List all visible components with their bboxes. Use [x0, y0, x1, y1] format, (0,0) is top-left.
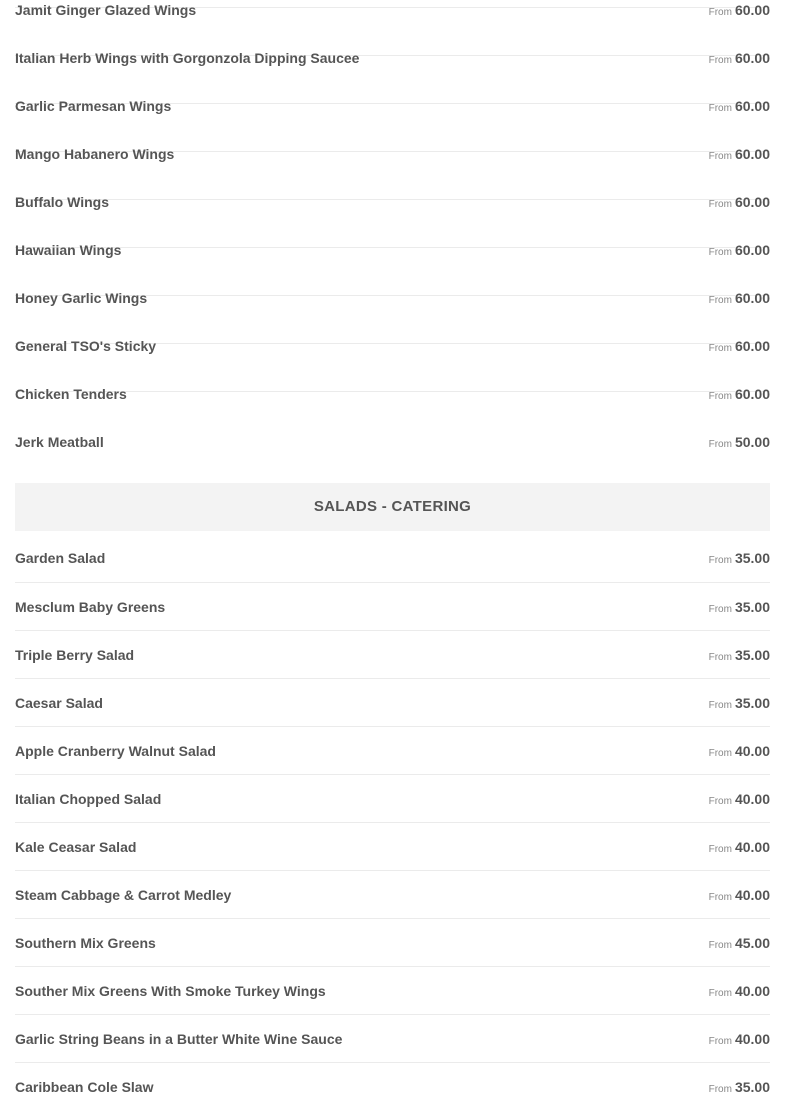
from-label: From [708, 748, 732, 759]
menu-item[interactable] [15, 919, 770, 967]
menu-item[interactable] [15, 152, 770, 210]
item-price [709, 887, 770, 906]
price-value: 60.00 [734, 338, 770, 354]
price-value: 40.00 [734, 887, 770, 903]
price-value: 50.00 [734, 434, 770, 450]
menu-item[interactable] [15, 1015, 770, 1063]
from-label: From [708, 103, 732, 114]
section-header-salads [15, 483, 770, 531]
salads-section [15, 531, 770, 1110]
price-value: 60.00 [734, 98, 770, 114]
menu-item[interactable] [15, 344, 770, 402]
price-value: 60.00 [734, 50, 770, 66]
item-name: Jamit Ginger Glazed Wings [15, 2, 197, 18]
price-value: 35.00 [734, 647, 770, 663]
price-value: 60.00 [734, 2, 770, 18]
from-label: From [708, 652, 732, 663]
item-name: Garlic Parmesan Wings [15, 98, 172, 114]
from-label: From [708, 439, 732, 450]
item-name: Hawaiian Wings [15, 242, 122, 258]
menu-item[interactable] [15, 727, 770, 775]
menu-item[interactable] [15, 531, 770, 583]
item-price [709, 647, 770, 666]
from-label: From [708, 700, 732, 711]
item-name: Jerk Meatball [15, 434, 104, 450]
item-name: Southern Mix Greens [15, 935, 156, 951]
item-price [709, 434, 770, 453]
wings-section [15, 0, 770, 450]
from-label: From [708, 151, 732, 162]
item-price [709, 839, 770, 858]
item-price [709, 695, 770, 714]
price-value: 40.00 [734, 743, 770, 759]
menu-item[interactable] [15, 679, 770, 727]
from-label: From [708, 988, 732, 999]
menu-item[interactable] [15, 200, 770, 258]
from-label: From [708, 1084, 732, 1095]
menu-item[interactable] [15, 967, 770, 1015]
price-value: 35.00 [734, 599, 770, 615]
price-value: 60.00 [734, 146, 770, 162]
item-price [709, 1031, 770, 1050]
item-price [709, 935, 770, 954]
price-value: 40.00 [734, 983, 770, 999]
item-name: Caesar Salad [15, 695, 103, 711]
menu-item[interactable] [15, 8, 770, 66]
from-label: From [708, 199, 732, 210]
from-label: From [708, 55, 732, 66]
price-value: 40.00 [734, 791, 770, 807]
menu-item[interactable] [15, 0, 770, 18]
from-label: From [708, 796, 732, 807]
from-label: From [708, 343, 732, 354]
menu-item[interactable] [15, 823, 770, 871]
item-name: Apple Cranberry Walnut Salad [15, 743, 216, 759]
item-name: Souther Mix Greens With Smoke Turkey Wings [15, 983, 326, 999]
item-price [709, 599, 770, 618]
price-value: 40.00 [734, 839, 770, 855]
item-name: General TSO's Sticky [15, 338, 157, 354]
price-value: 35.00 [734, 695, 770, 711]
from-label: From [708, 892, 732, 903]
menu-item[interactable] [15, 392, 770, 450]
menu-item[interactable] [15, 1063, 770, 1110]
menu-item[interactable] [15, 296, 770, 354]
item-price [709, 983, 770, 1002]
from-label: From [708, 940, 732, 951]
item-name: Kale Ceasar Salad [15, 839, 137, 855]
item-name: Italian Herb Wings with Gorgonzola Dipping Saucee [15, 50, 360, 66]
menu-item[interactable] [15, 871, 770, 919]
price-value: 40.00 [734, 1031, 770, 1047]
item-name: Garden Salad [15, 550, 106, 566]
from-label: From [708, 7, 732, 18]
from-label: From [708, 247, 732, 258]
menu-item[interactable] [15, 631, 770, 679]
price-value: 60.00 [734, 242, 770, 258]
menu-page [15, 0, 770, 1110]
from-label: From [708, 1036, 732, 1047]
price-value: 60.00 [734, 290, 770, 306]
menu-item[interactable] [15, 775, 770, 823]
from-label: From [708, 604, 732, 615]
item-name: Italian Chopped Salad [15, 791, 162, 807]
item-price [709, 791, 770, 810]
item-name: Triple Berry Salad [15, 647, 135, 663]
item-name: Steam Cabbage & Carrot Medley [15, 887, 232, 903]
item-price [709, 550, 770, 569]
from-label: From [708, 391, 732, 402]
price-value: 35.00 [734, 550, 770, 566]
price-value: 35.00 [734, 1079, 770, 1095]
section-title: SALADS - CATERING [313, 498, 472, 515]
item-name: Honey Garlic Wings [15, 290, 148, 306]
menu-item[interactable] [15, 248, 770, 306]
menu-item[interactable] [15, 583, 770, 631]
menu-item[interactable] [15, 104, 770, 162]
item-name: Mesclum Baby Greens [15, 599, 166, 615]
from-label: From [708, 844, 732, 855]
item-name: Buffalo Wings [15, 194, 109, 210]
price-value: 60.00 [734, 194, 770, 210]
from-label: From [708, 555, 732, 566]
item-name: Mango Habanero Wings [15, 146, 175, 162]
from-label: From [708, 295, 732, 306]
item-price [709, 743, 770, 762]
item-name: Garlic String Beans in a Butter White Wine Sauce [15, 1031, 343, 1047]
price-value: 45.00 [734, 935, 770, 951]
menu-item[interactable] [15, 56, 770, 114]
item-name: Chicken Tenders [15, 386, 127, 402]
price-value: 60.00 [734, 386, 770, 402]
item-name: Caribbean Cole Slaw [15, 1079, 154, 1095]
